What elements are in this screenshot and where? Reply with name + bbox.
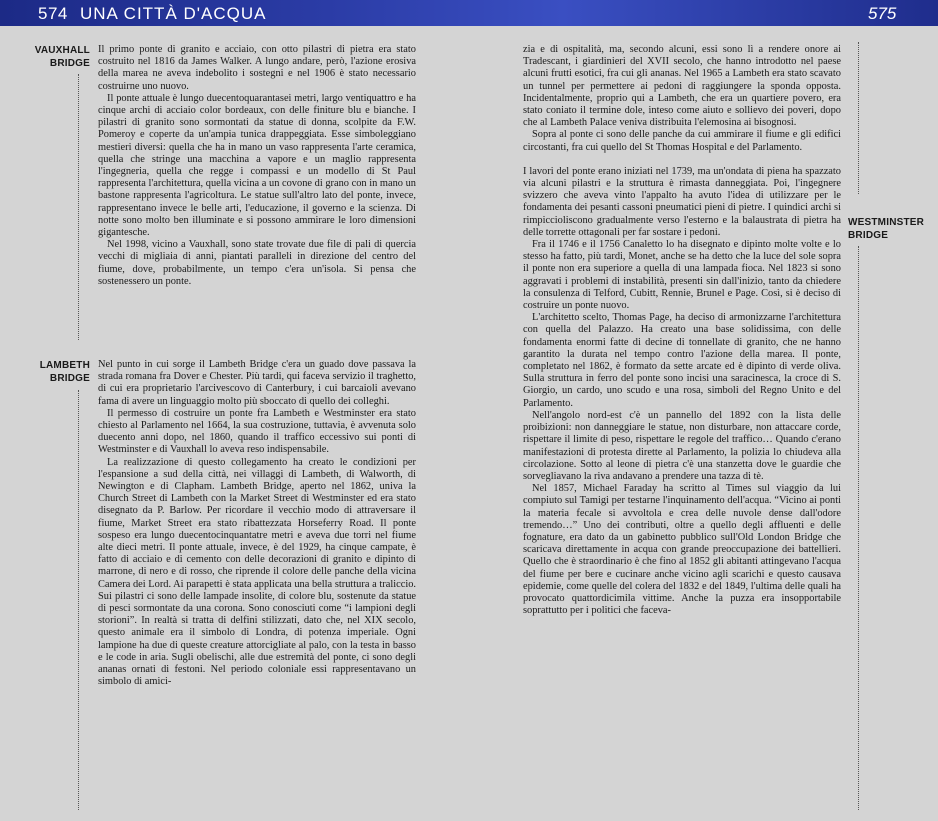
paragraph: Il ponte attuale è lungo duecentoquarantasei metri, largo ventiquattro e ha cinque archi di acciaio color bordeaux, con delle finiture blu e bianche. I pilastri di granito sono sormontati da statue di donna, scolpite da F.W. Pomeroy e coperte da un'ampia tunica drappeggiata. Esse simboleggiano mestieri diversi: quella che ha in mano un vaso rappresenta l'arte ceramica, quella che stringe una macchina a vapore e un maglio rappresenta l'ingegneria, quella che regge i compassi e un modello di St Paul rappresenta l'architettura, quella vicina a un covone di grano con in mano un bastone rappresenta l'agricoltura. Le statue sull'altro lato del ponte, invece, rappresentano invece le belle arti, l'educazione, il governo e la scienza. Di notte sono molto ben illuminate e si possono ammirare le loro dimensioni gigantesche.	[98, 92, 416, 239]
paragraph: Il primo ponte di granito e acciaio, con otto pilastri di pietra era stato costruito nel 1816 da James Walker. A lungo andare, però, l'azione erosiva della marea ne aveva indebolito i sostegni e nel 1906 è stato necessario costruirne uno nuovo.	[98, 44, 416, 92]
side-label-line: BRIDGE	[49, 373, 90, 384]
paragraph: La realizzazione di questo collegamento ha creato le condizioni per l'espansione a sud della città, nei villaggi di Lambeth, di Walworth, di Newington e di Clapham. Lambeth Bridge, aperto nel 1862, univa la Church Street di Lambeth con la Market Street di Westminster ed era stato disegnato da P. Barlow. Per ricordare il vecchio modo di attraversare il fiume, Market Street era stato ribattezzata Horseferry Road. Il ponte sospeso era lungo duecentocinquantatre metri e aveva due torri nel fiume alte dieci metri. Il ponte attuale, invece, è del 1929, ha cinque campate, è fatto di acciaio e di cemento con delle decorazioni di granito e dipinto di marrone, di nero e di rosso, che riprende il colore delle panche della vicina Camera dei Lord. Ai parapetti è stata applicata una bella struttura a traliccio. Sui pilastri ci sono delle lampade insolite, di colore blu, sostenute da statue di pesci sormontate da una corona. Sono conosciuti come “i lampioni degli storioni”. In realtà si tratta di delfini stilizzati, dato che, nel XIX secolo, questo animale era il simbolo di Londra, di potenza imperiale. Ogni lampione ha due di queste creature attorcigliate al palo, con la testa in basso e le code in aria. Sugli obelischi, alle due estremità del ponte, ci sono degli ananas ornati di festoni. Nel periodo coloniale essi rappresentavano un simbolo di amici-	[98, 456, 416, 688]
margin-dotted-rule	[78, 390, 79, 810]
left-page-number: 574	[38, 4, 68, 23]
lambeth-section	[98, 359, 416, 688]
vauxhall-bridge-label	[30, 44, 90, 70]
side-label-line: BRIDGE	[49, 58, 90, 69]
paragraph: Fra il 1746 e il 1756 Canaletto lo ha disegnato e dipinto molte volte e lo stesso ha fatto, più tardi, Monet, anche se ha detto che la luce del sole sopra il ponte non era superiore a quella di una lampada fioca. Nel 1823 si sono aggravati i problemi di instabilità, presenti sin dall'inizio, tanto da chiedere la consulenza di Telford, Cubitt, Rennie, Brunel e Page. Così, si è deciso di costruire un ponte nuovo.	[523, 239, 841, 312]
chapter-title: UNA CITTÀ D'ACQUA	[80, 4, 267, 23]
side-label-line: WESTMINSTER	[848, 217, 925, 228]
paragraph: Nell'angolo nord-est c'è un pannello del 1892 con la lista delle proibizioni: non danneggiare le statue, non disturbare, non attaccare corde, rispettare il limite di peso, rispettare le regole del traffico… Quando c'erano manifestazioni di protesta dirette al Parlamento, la polizia lo chiudeva alla circolazione. Sotto al leone di pietra c'è una stanzetta dove le guardie che sorvegliavano la riva andavano a prendere una tazza di tè.	[523, 409, 841, 482]
running-header	[0, 0, 938, 26]
paragraph: Nel punto in cui sorge il Lambeth Bridge c'era un guado dove passava la strada romana fra Dover e Chester. Più tardi, qui faceva servizio il traghetto, di cui era proprietario l'arcivescovo di Canterbury, i cui barcaioli avevano fama di avere un linguaggio molto più sboccato di quello dei colleghi.	[98, 359, 416, 407]
paragraph: zia e di ospitalità, ma, secondo alcuni, essi sono lì a rendere onore ai Tradescant, i giardinieri del XVII secolo, che hanno introdotto nel paese alcuni frutti esotici, fra cui gli ananas. Nel 1965 a Lambeth era stato scavato un tunnel per permettere ai pedoni di raggiungere la sponda opposta. Incidentalmente, proprio qui a Lambeth, che era un quartiere povero, era stato coniato il termine dole, inteso come aiuto e sollievo dei poveri, dopo che al Lambeth Palace veniva distribuita l'elemosina ai bisognosi.	[523, 44, 841, 129]
right-page-number: 575	[868, 4, 897, 23]
paragraph: Nel 1998, vicino a Vauxhall, sono state trovate due file di pali di quercia vecchi di migliaia di anni, piantati paralleli in direzione del centro del fiume, dove, probabilmente, un tempo c'era un'isola. Si pensa che sostenessero un ponte.	[98, 239, 416, 287]
side-label-line: VAUXHALL	[34, 45, 90, 56]
right-column-text	[523, 44, 841, 617]
side-label-line: BRIDGE	[848, 230, 889, 241]
margin-dotted-rule	[858, 42, 859, 194]
margin-dotted-rule	[858, 246, 859, 810]
paragraph: Nel 1857, Michael Faraday ha scritto al Times sul viaggio da lui compiuto sul Tamigi per testarne l'inquinamento dell'acqua. “Vicino ai ponti la materia fecale si avvoltola e crea delle nuvole dense dall'odore tremendo…” Uno dei contributi, oltre a quello degli affluenti e delle fognature, era dato da un gabinetto pubblico sull'Old London Bridge che scaricava direttamente in acqua con grande preoccupazione dei battellieri. Quello che è straordinario è che fino al 1852 gli abitanti attingevano l'acqua del fiume per bere e cucinare anche vicino agli scarichi e questo causava epidemie, come quelle del colera del 1832 e del 1849, l'ultima delle quali ha provocato quattordicimila vittime. Anche la puzza era insopportabile soprattutto per i politici che faceva-	[523, 483, 841, 617]
side-label-line: LAMBETH	[39, 360, 90, 371]
vauxhall-section	[98, 44, 416, 288]
westminster-bridge-label	[848, 216, 928, 242]
paragraph: Sopra al ponte ci sono delle panche da cui ammirare il fiume e gli edifici circostanti, fra cui quello del St Thomas Hospital e del Parlamento.	[523, 129, 841, 153]
margin-dotted-rule	[78, 74, 79, 340]
lambeth-bridge-label	[30, 359, 90, 385]
paragraph: I lavori del ponte erano iniziati nel 1739, ma un'ondata di piena ha spazzato via alcuni pilastri e la struttura è rimasta danneggiata. Poi, l'ingegnere svizzero che aveva vinto l'appalto ha avuto l'idea di utilizzare per le fondamenta dei pesanti cassoni pneumatici pieni di pietre. I quindici archi si rimpiccioliscono gradualmente verso l'esterno e la balaustrata di pietra ha delle torrette ottagonali per far sostare i pedoni.	[523, 165, 841, 238]
paragraph: Il permesso di costruire un ponte fra Lambeth e Westminster era stato chiesto al Parlamento nel 1664, la sua costruzione, tuttavia, è avvenuta solo duecento anni dopo, nel 1860, quando il traffico eccessivo sui ponti di Westminster e di Vauxhall lo aveva reso indispensabile.	[98, 407, 416, 456]
paragraph: L'architetto scelto, Thomas Page, ha deciso di armonizzarne l'architettura con quella del Palazzo. Ha creato una base solidissima, con delle fondamenta enormi fatte di decine di tonnellate di granito, che ne hanno garantito la durata nel tempo contro l'azione della marea. Il ponte, completato nel 1862, è formato da sette arcate ed è dipinto di verde oliva. Sulla struttura in ferro del ponte sono incisi una saracinesca, la croce di S. Giorgio, un cardo, uno scudo e una rosa, simboli del Regno Unito e del Parlamento.	[523, 312, 841, 409]
